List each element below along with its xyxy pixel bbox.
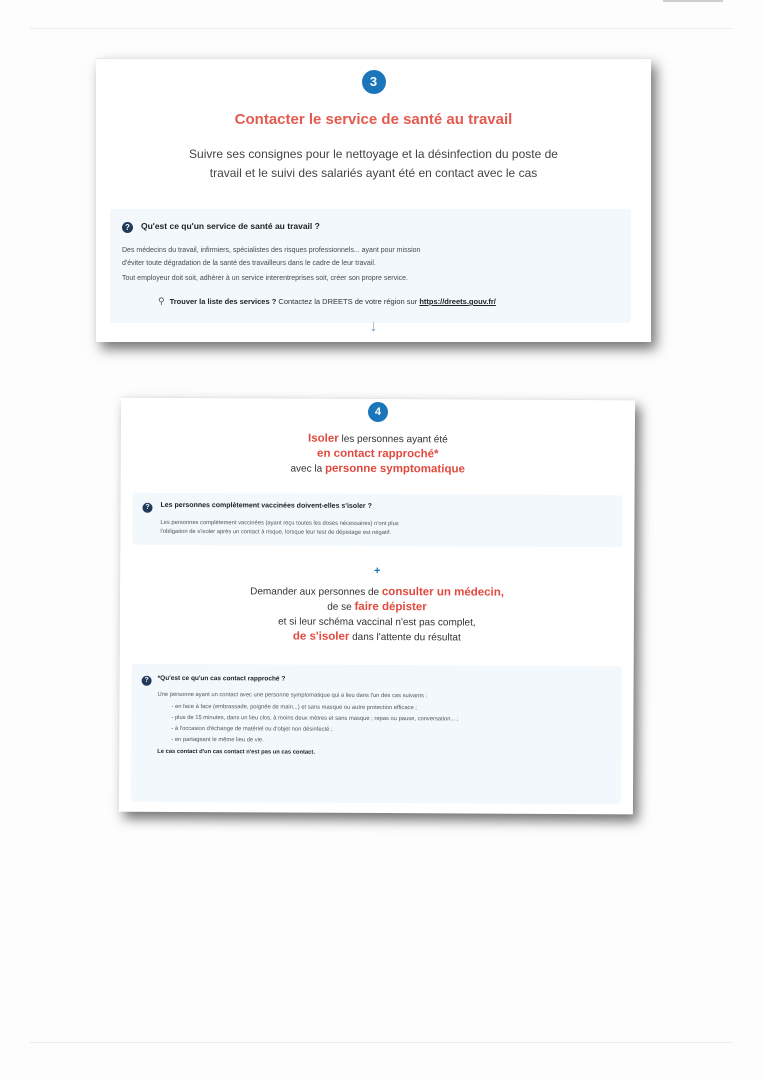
info-text: d'éviter toute dégradation de la santé des travailleurs dans le cadre de leur travail. (122, 259, 376, 267)
question-icon: ? (142, 503, 152, 513)
ask-text: Demander aux personnes de (250, 586, 382, 599)
list-item: - en face à face (embrassade, poignée de main...) et sans masque ou autre protection efficace ; (171, 703, 417, 711)
ask-instructions (120, 584, 634, 647)
info-text: Des médecins du travail, infirmiers, spécialistes des risques professionnels... ayant pour mission (122, 247, 421, 254)
question-icon: ? (122, 222, 133, 233)
info-body (122, 245, 621, 286)
info-question: Les personnes complètement vaccinées doivent-elles s'isoler ? (160, 501, 372, 510)
ask-text: et si leur schéma vaccinal n'est pas complet, (278, 616, 476, 629)
card-title: Contacter le service de santé au travail (234, 111, 513, 128)
list-item: - plus de 15 minutes, dans un lieu clos, à moins deux mètres et sans masque ; repas ou pause, conversation... ; (171, 714, 459, 722)
info-body (157, 691, 607, 759)
heading-text: les personnes ayant été (338, 433, 448, 446)
find-label: Trouver la liste des services ? (169, 297, 277, 306)
page-edge-top (30, 28, 733, 29)
subtitle-line: travail et le suivi des salariés ayant été en contact avec le cas (209, 166, 538, 180)
info-box (110, 209, 631, 323)
heading-text: avec la (290, 463, 325, 475)
card-heading (121, 431, 635, 479)
list-item: - en partageant le même lieu de vie. (171, 736, 264, 743)
find-text: Contactez la DREETS de votre région sur (276, 297, 420, 306)
list-item: - à l'occasion d'échange de matériel ou d'objet non désinfecté ; (171, 725, 333, 733)
info-intro: Une personne ayant un contact avec une personne symptomatique qui a lieu dans l'un des cas suivants : (157, 691, 428, 700)
plus-separator: + (373, 564, 381, 578)
find-services-line (158, 296, 625, 307)
step-number-badge: 3 (362, 70, 386, 94)
card-subtitle (136, 145, 611, 183)
scan-edge-mark (663, 0, 723, 2)
highlight-isoler: de s'isoler (292, 630, 350, 643)
subtitle-line: Suivre ses consignes pour le nettoyage et la désinfection du poste de (189, 147, 558, 161)
info-box-contact-definition (131, 664, 622, 805)
highlight-isoler: Isoler (308, 432, 339, 445)
step-card-4 (119, 397, 635, 815)
highlight-symptomatique: personne symptomatique (324, 462, 465, 476)
info-closing: Le cas contact d'un cas contact n'est pas un cas contact. (157, 748, 315, 756)
highlight-consulter: consulter un médecin, (381, 586, 505, 599)
step-number-badge: 4 (368, 402, 388, 422)
step-card-3 (96, 58, 651, 342)
ask-text: dans l'attente du résultat (349, 631, 461, 644)
contact-case-list (157, 702, 607, 746)
info-text: Les personnes complètement vaccinées (ayant reçu toutes les doses nécessaires) n'ont plus (160, 519, 399, 528)
magnifier-icon: ⚲ (158, 296, 165, 306)
info-text: Tout employeur doit soit, adhérer à un service interentreprises soit, créer son propre service. (122, 275, 408, 282)
highlight-depister: faire dépister (354, 600, 427, 614)
highlight-contact: en contact rapproché* (317, 447, 439, 461)
info-question: Qu'est ce qu'un service de santé au travail ? (141, 221, 320, 231)
info-body (160, 519, 612, 539)
info-box-vaccinated (132, 493, 622, 548)
page-edge-bottom (30, 1042, 733, 1043)
question-icon: ? (142, 676, 152, 686)
info-text: l'obligation de s'isoler après un contact à risque, lorsque leur test de dépistage est négatif. (160, 528, 392, 537)
arrow-down-icon: ↓ (369, 318, 378, 335)
ask-text: de se (327, 601, 355, 613)
dreets-link[interactable]: https://dreets.gouv.fr/ (419, 297, 496, 306)
info-question: *Qu'est ce qu'un cas contact rapproché ? (157, 674, 286, 683)
